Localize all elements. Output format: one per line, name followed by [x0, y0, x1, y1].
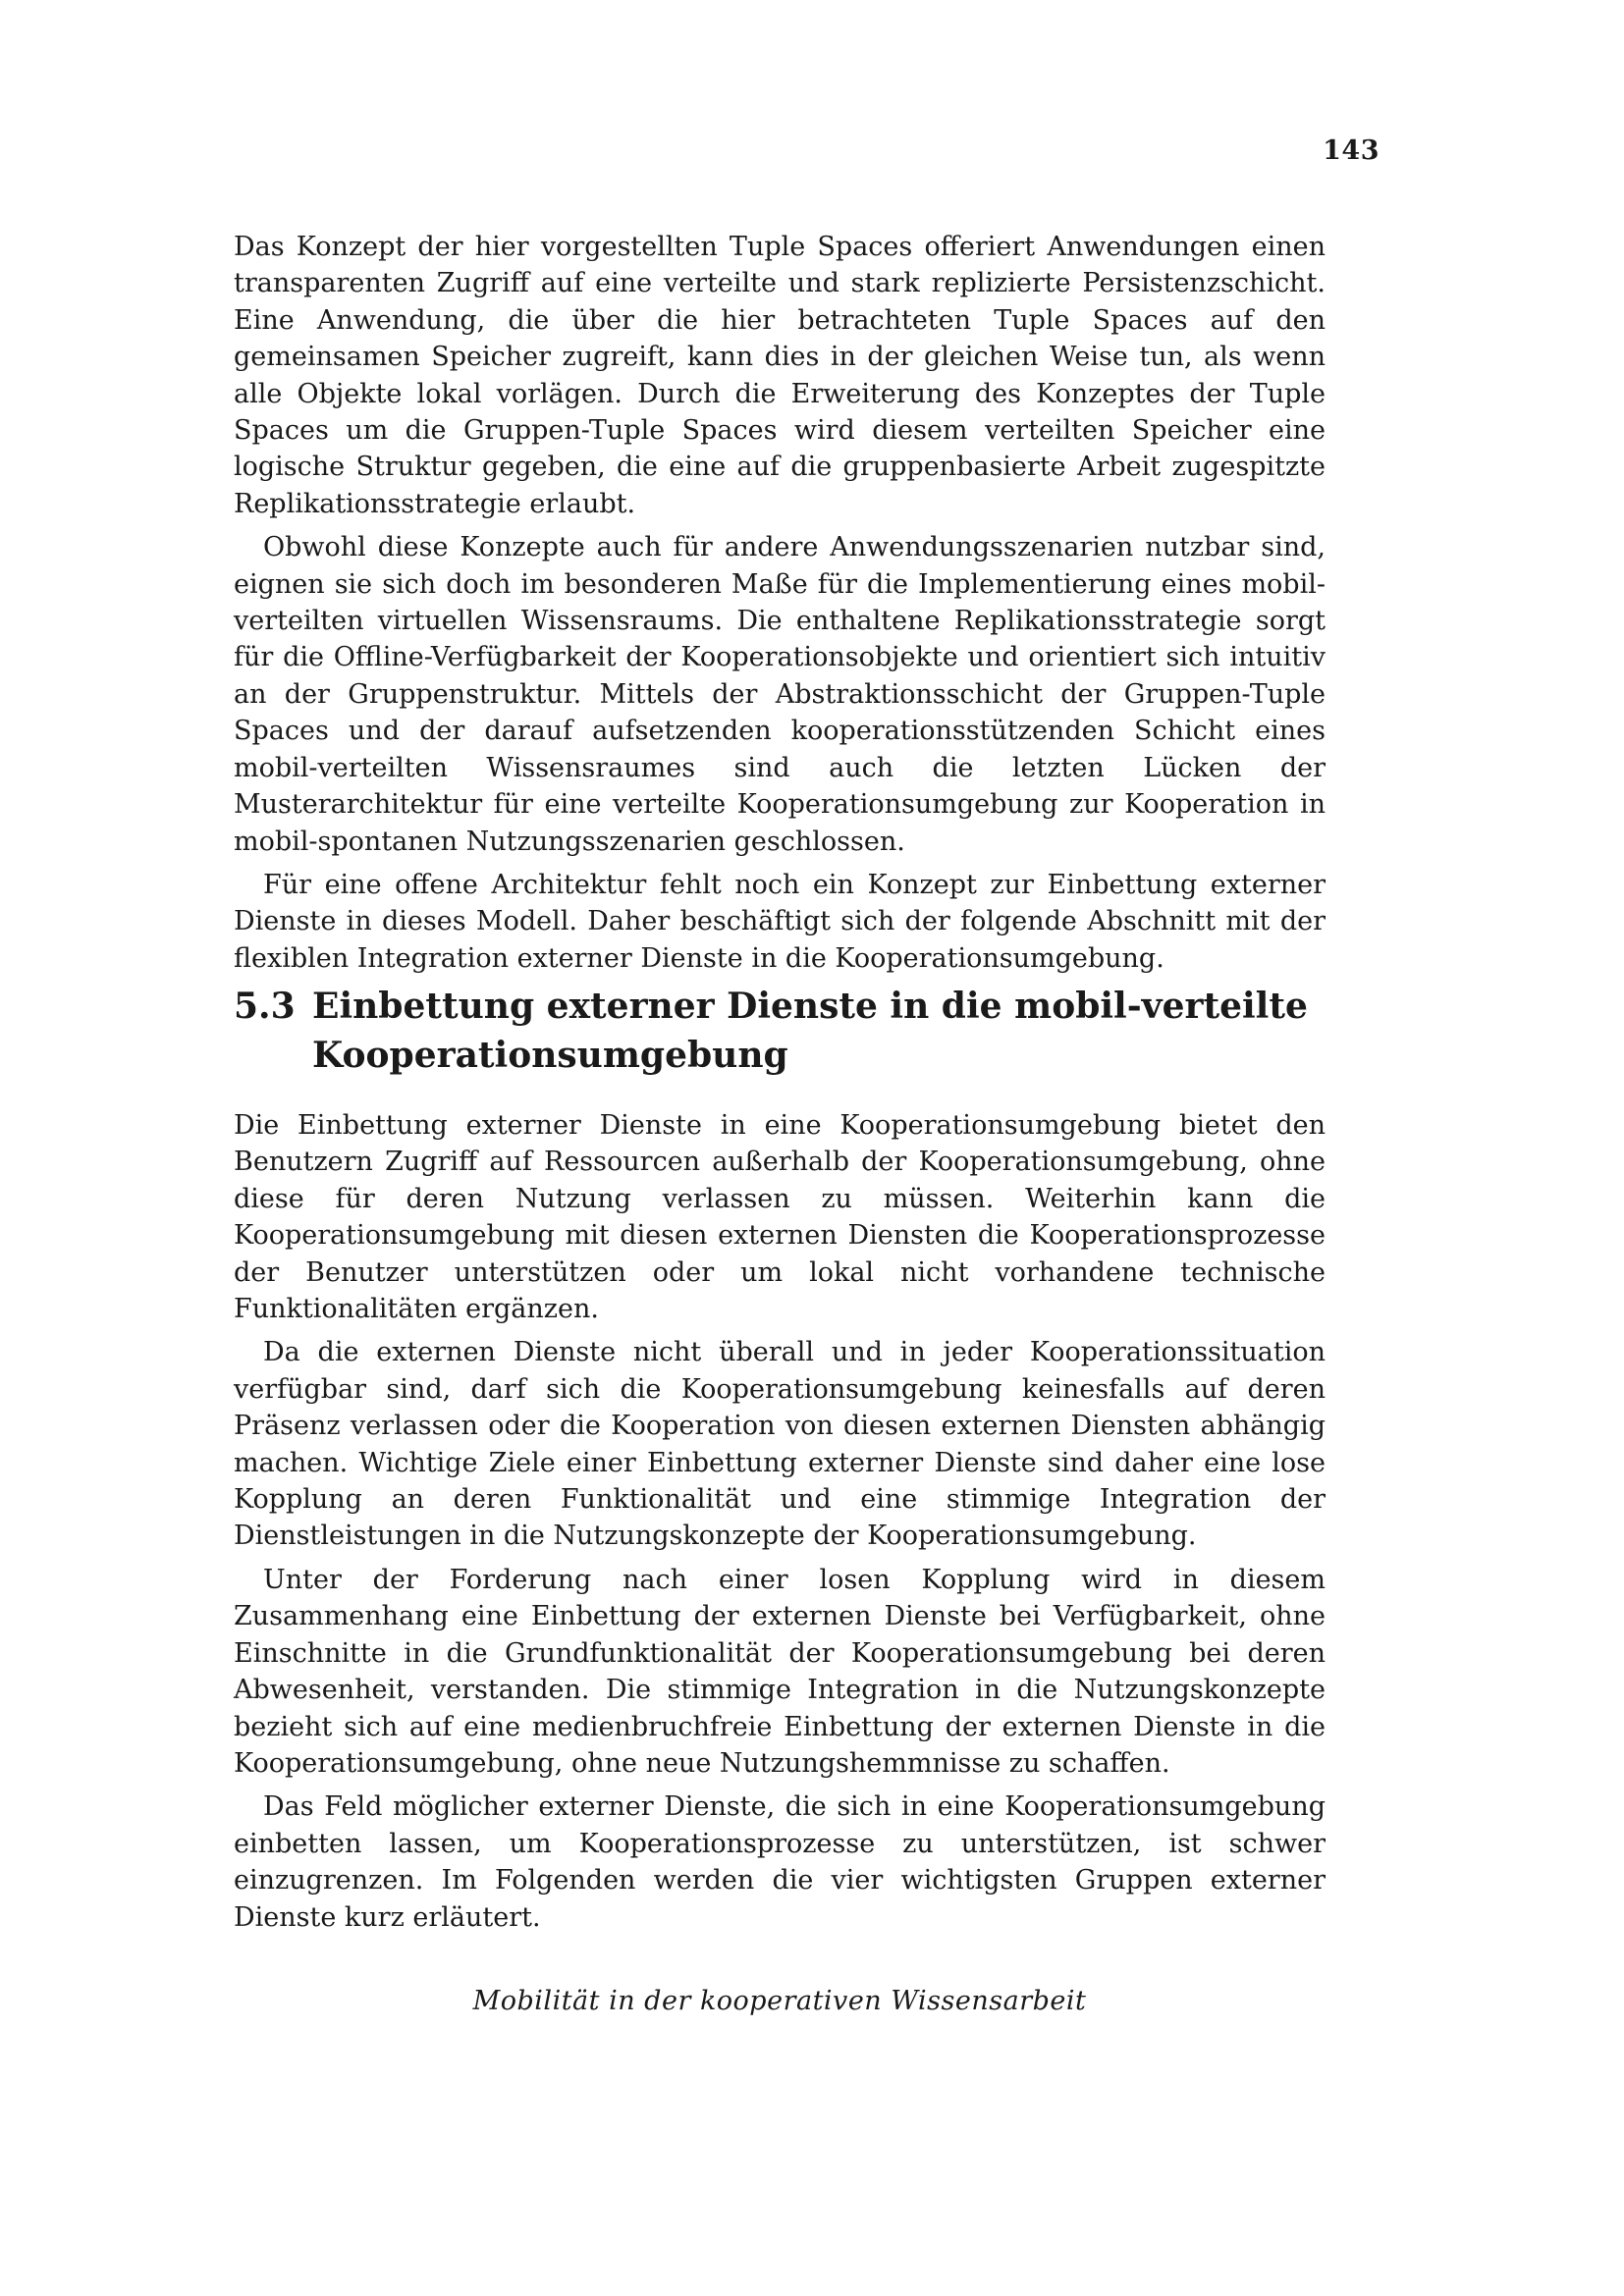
page-number: 143 [1323, 135, 1380, 166]
paragraph: Die Einbettung externer Dienste in eine Kooperationsumgebung bietet den Benutzern Zugriff auf Ressourcen außerhalb der Kooperationsumgebung, ohne diese für deren Nutzung verlassen zu müssen. Weiterhin kann die Kooperationsumgebung mit diesen externen Diensten die Kooperationsprozesse der Benutzer unterstützen oder um lokal nicht vorhandene technische Funktionalitäten ergänzen. [234, 1110, 1326, 1325]
paragraph: Da die externen Dienste nicht überall und in jeder Kooperationssituation verfügbar sind, darf sich die Kooperationsumgebung keinesfalls auf deren Präsenz verlassen oder die Kooperation von diesen externen Diensten abhängig machen. Wichtige Ziele einer Einbettung externer Dienste sind daher eine lose Kopplung an deren Funktionalität und eine stimmige Integration der Dienstleistungen in die Nutzungskonzepte der Kooperationsumgebung. [234, 1337, 1326, 1552]
paragraph: Für eine offene Architektur fehlt noch ein Konzept zur Einbettung externer Dienste in dieses Modell. Daher beschäftigt sich der folgende Abschnitt mit der flexiblen Integration externer Dienste in die Kooperationsumgebung. [234, 869, 1326, 974]
paragraph: Das Feld möglicher externer Dienste, die sich in eine Kooperationsumgebung einbetten lassen, um Kooperationsprozesse zu unterstützen, ist schwer einzugrenzen. Im Folgenden werden die vier wichtigsten Gruppen externer Dienste kurz erläutert. [234, 1791, 1326, 1933]
paragraph: Obwohl diese Konzepte auch für andere Anwendungsszenarien nutzbar sind, eignen sie sich doch im besonderen Maße für die Implementierung eines mobil-verteilten virtuellen Wissensraums. Die enthaltene Replikationsstrategie sorgt für die Offline-Verfügbarkeit der Kooperationsobjekte und orientiert sich intuitiv an der Gruppenstruktur. Mittels der Abstraktionsschicht der Gruppen-Tuple Spaces und der darauf aufsetzenden kooperationsstützenden Schicht eines mobil-verteilten Wissensraumes sind auch die letzten Lücken der Musterarchitektur für eine verteilte Kooperationsumgebung zur Kooperation in mobil-spontanen Nutzungsszenarien geschlossen. [234, 532, 1326, 857]
paragraph: Das Konzept der hier vorgestellten Tuple Spaces offeriert Anwendungen einen transparenten Zugriff auf eine verteilte und stark replizierte Persistenzschicht. Eine Anwendung, die über die hier betrachteten Tuple Spaces auf den gemeinsamen Speicher zugreift, kann dies in der gleichen Weise tun, als wenn alle Objekte lokal vorlägen. Durch die Erweiterung des Konzeptes der Tuple Spaces um die Gruppen-Tuple Spaces wird diesem verteilten Speicher eine logische Struktur gegeben, die eine auf die gruppenbasierte Arbeit zugespitzte Replikationsstrategie erlaubt. [234, 232, 1326, 519]
section-heading [234, 982, 1326, 1080]
section-title: Einbettung externer Dienste in die mobil-verteilte Kooperationsumgebung [312, 986, 1308, 1076]
body-text-before-section [234, 229, 1326, 984]
page-footer: Mobilität in der kooperativen Wissensarbeit [472, 1986, 1087, 2016]
body-text-after-section [234, 1107, 1326, 1943]
paragraph: Unter der Forderung nach einer losen Kopplung wird in diesem Zusammenhang eine Einbettung der externen Dienste bei Verfügbarkeit, ohne Einschnitte in die Grundfunktionalität der Kooperationsumgebung bei deren Abwesenheit, verstanden. Die stimmige Integration in die Nutzungskonzepte bezieht sich auf eine medienbruchfreie Einbettung der externen Dienste in die Kooperationsumgebung, ohne neue Nutzungshemmnisse zu schaffen. [234, 1564, 1326, 1779]
section-number: 5.3 [234, 986, 296, 1027]
